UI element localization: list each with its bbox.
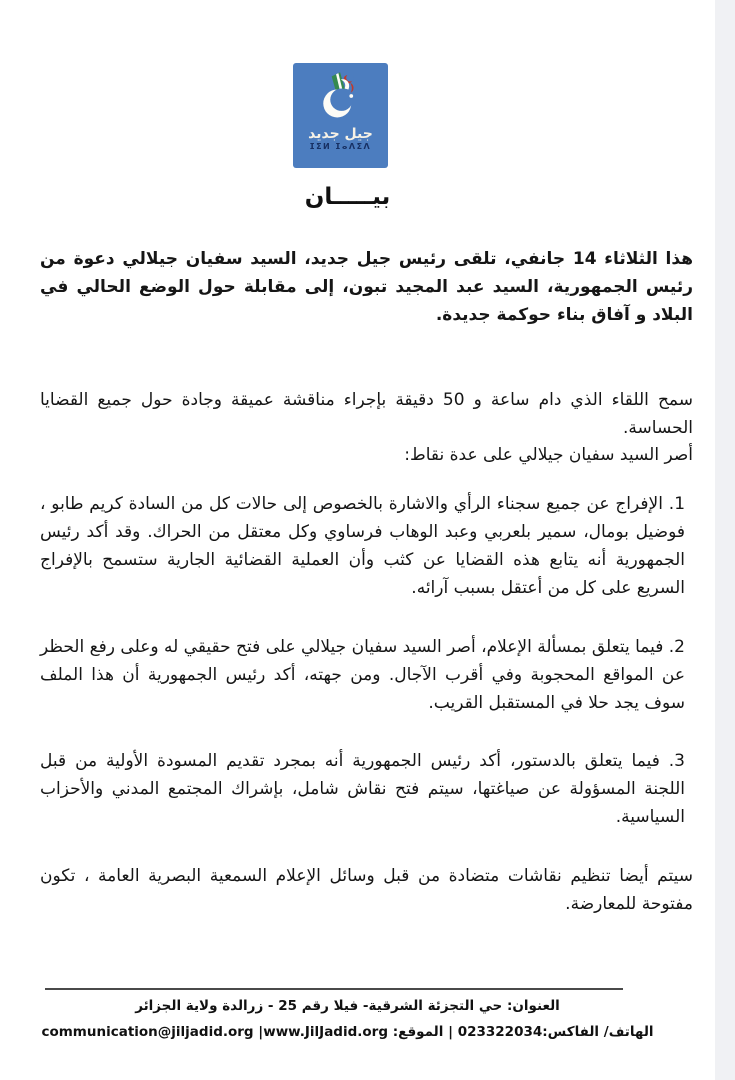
point-text: فيما يتعلق بمسألة الإعلام، أصر السيد سفيان جيلالي على فتح حقيقي له وعلى رفع الحظر عن المواقع المحجوبة وفي أقرب الآجال. ومن جهته، أكد رئيس الجمهورية أن هذا الملف سوف يجد حلا في المستقبل القريب. — [40, 636, 685, 713]
point-text: الإفراج عن جميع سجناء الرأي والاشارة بالخصوص إلى حالات كل من السادة كريم طابو ، فوضيل بومال، سمير بلعربي وعبد الوهاب فرساوي وكل معتقل من الحراك. وقد أكد رئيس الجمهورية أنه يتابع هذه القضايا عن كثب وأن العملية القضائية الجارية ستسمح بالإفراج السريع على كل من أعتقل بسبب آرائه. — [40, 494, 685, 598]
points-lead-line: أصر السيد سفيان جيلالي على عدة نقاط: — [404, 445, 693, 466]
footer-contact: الهاتف/ الفاكس:023322034 | الموقع: communication@jiljadid.org |www.JilJadid.org — [41, 1024, 654, 1040]
meeting-paragraph: سمح اللقاء الذي دام ساعة و 50 دقيقة بإجراء مناقشة عميقة وجادة حول جميع القضايا الحساسة. — [40, 389, 693, 438]
list-item-3 — [40, 748, 693, 832]
footer-address: العنوان: حي التجزئة الشرقية- فيلا رقم 25 - زرالدة ولاية الجزائر — [135, 998, 560, 1014]
point-number: 2. — [668, 636, 685, 657]
point-number: 3. — [668, 751, 685, 772]
logo-tifinagh-name: ⵊⵉⵍ ⵊⴰⴷⵉⴷ — [309, 142, 372, 152]
list-item-1 — [40, 491, 693, 603]
intro-paragraph: هذا الثلاثاء 14 جانفي، تلقى رئيس جيل جديد، السيد سفيان جيلالي دعوة من رئيس الجمهورية، السيد عبد المجيد تبون، إلى مقابلة حول الوضع الحالي في البلاد و آفاق بناء حوكمة جديدة. — [40, 249, 693, 325]
list-item-2 — [40, 634, 693, 718]
footer-divider — [45, 988, 623, 990]
jil-jadid-logo — [293, 63, 388, 168]
point-number: 1. — [668, 494, 686, 515]
point-text: فيما يتعلق بالدستور، أكد رئيس الجمهورية أنه بمجرد تقديم المسودة الأولية من قبل اللجنة المسؤولة عن صياغتها، سيتم فتح نقاش شامل، بإشراك المجتمع المدني والأحزاب السياسية. — [40, 751, 685, 828]
logo-arabic-name: جيل جديد — [308, 126, 373, 142]
jil-jadid-emblem-icon — [313, 68, 369, 124]
statement-body — [40, 246, 693, 919]
page-title: بيـــــان — [304, 184, 391, 210]
closing-paragraph: سيتم أيضا تنظيم نقاشات متضادة من قبل وسائل الإعلام السمعية البصرية العامة ، تكون مفتوحة للمعارضة. — [40, 866, 693, 914]
scan-edge-shadow — [715, 0, 735, 1080]
